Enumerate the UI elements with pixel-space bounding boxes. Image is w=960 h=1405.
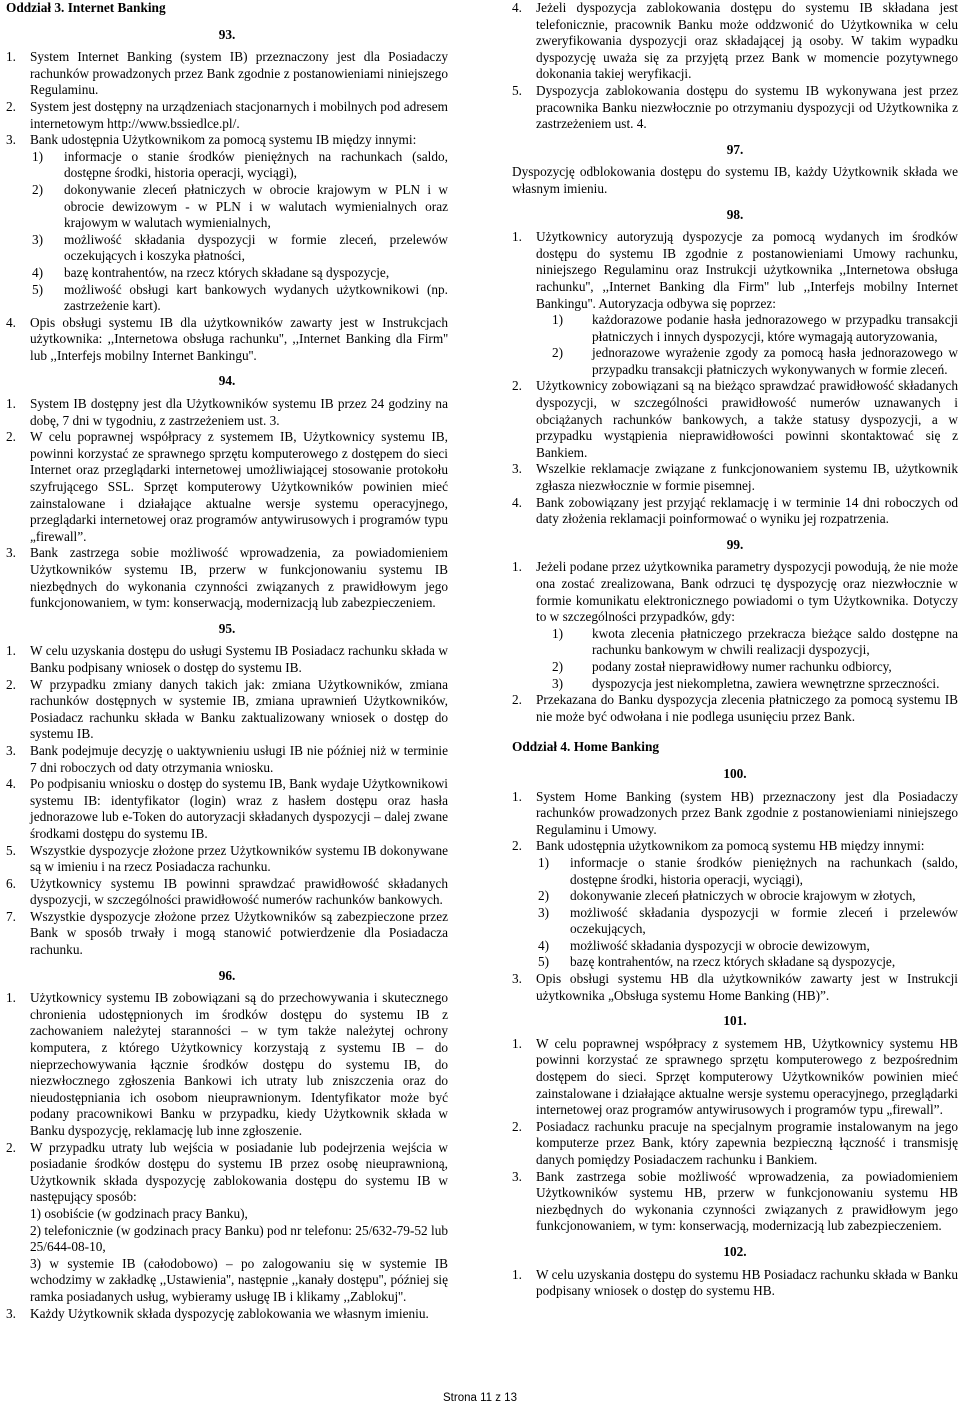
contact-method: 3) w systemie IB (całodobowo) – po zalogowaniu się w systemie IB wchodzimy w zakładkę ,,Ustawienia'', następnie ,,kanały dostępu'', później się ramka posiadanych usług, wybieramy usługę IB i klikamy ,,Zablokuj''. [30, 1255, 448, 1304]
numbered-paragraph [512, 0, 958, 83]
numbered-paragraph [6, 1306, 448, 1323]
list-item [512, 888, 958, 905]
numbered-paragraph [512, 1169, 958, 1235]
item-text: Jeżeli dyspozycja zablokowania dostępu do systemu IB składana jest telefonicznie, pracownik Banku może oddzwonić do Użytkownika w celu zweryfikowania dyspozycji oraz składającej ją osoby. W takim wypadku dyspozycję uważa się za przyjętą przez Bank w momencie pozytywnego dokonania takiej weryfikacji. [536, 0, 958, 82]
numbered-paragraph [512, 971, 958, 1004]
item-number: 6. [6, 875, 16, 891]
list-item [512, 626, 958, 659]
item-number: 5. [6, 842, 16, 858]
item-number: 4. [6, 776, 16, 792]
item-number: 1. [512, 229, 522, 245]
item-text: Wszystkie dyspozycje złożone przez Użytkowników są zabezpieczone przez Bank w sposób trwały i mogą stanowić potwierdzenie dla Posiadacza rachunku. [30, 908, 448, 958]
article-number: 94. [218, 373, 236, 389]
numbered-paragraph [6, 99, 448, 132]
numbered-paragraph [6, 1140, 448, 1206]
item-number: 2. [6, 98, 16, 114]
item-number: 1. [512, 559, 522, 575]
numbered-paragraph [6, 545, 448, 611]
item-number: 5. [512, 82, 522, 98]
item-text: Użytkownicy systemu IB zobowiązani są do przechowywania i skutecznego chronienia udostępnionych im środków dostępu do systemu IB z zachowaniem należytej staranności – w tym także należytej ochrony komputera, z którego Użytkownicy korzystają z systemu IB – do nieprzechowywania łącznie środków dostępu do systemu IB, do niezwłocznego zgłoszenia Bankowi ich utraty lub zniszczenia oraz do nieudostępniania ich osobom nieuprawnionym. Identyfikator może być podany pracownikowi Banku w przypadku, kiedy Użytkownik składa w Banku dyspozycję, reklamację lub inne zgłoszenie. [30, 990, 448, 1138]
item-text: Użytkownicy systemu IB powinni sprawdzać prawidłowość składanych dyspozycji, w szczególności prawidłowość numerów rachunków bankowych. [30, 875, 448, 908]
item-number: 2. [6, 429, 16, 445]
item-number: 3. [6, 132, 16, 148]
list-item [512, 659, 958, 676]
item-number: 3) [32, 231, 44, 247]
article-number: 93. [218, 26, 236, 42]
numbered-paragraph [512, 838, 958, 855]
numbered-paragraph [512, 378, 958, 461]
numbered-paragraph [6, 643, 448, 676]
item-text: możliwość składania dyspozycji w obrocie dewizowym, [570, 937, 870, 953]
item-text: System Home Banking (system HB) przeznaczony jest dla Posiadaczy rachunków prowadzonych przez Bank zgodnie z postanowieniami niniejszego Regulaminu i Umowy. [536, 788, 958, 837]
article-number: 102. [723, 1243, 747, 1259]
item-number: 3. [512, 461, 522, 477]
item-text: System jest dostępny na urządzeniach stacjonarnych i mobilnych pod adresem internetowym http://www.bssiedlce.pl/. [30, 98, 448, 131]
item-text: Opis obsługi systemu HB dla użytkowników zawarty jest w Instrukcji użytkownika „Obsługa systemu Home Banking (HB)”. [536, 971, 958, 1003]
numbered-paragraph [512, 495, 958, 528]
item-text: W celu poprawnej współpracy z systemem IB, Użytkownicy systemu IB, powinni korzystać ze sprawnego sprzętu komputerowego z dostępem do sieci Internet oraz przeglądarki internetowej umożliwiającej stosowanie protokołu szyfrującego SSL. Sprzęt komputerowy Użytkowników powinien mieć zainstalowane i działające aktualne wersje systemu operacyjnego, przeglądarki internetowej oraz programów antywirusowych i programów typu „firewall”. [30, 429, 448, 544]
list-item [6, 232, 448, 265]
item-text: jednorazowe wyrażenie zgody za pomocą hasła jednorazowego w przypadku transakcji płatniczych wykonywanych w formie zleceń. [592, 345, 958, 377]
item-text: dyspozycja jest niekompletna, zawiera wewnętrzne sprzeczności. [592, 675, 940, 691]
page-footer: Strona 11 z 13 [443, 1392, 517, 1404]
numbered-paragraph [6, 909, 448, 959]
item-number: 3. [512, 971, 522, 987]
item-text: Bank zastrzega sobie możliwość wprowadzenia, za powiadomieniem Użytkowników systemu IB, przerw w funkcjonowaniu systemu IB niezbędnych do wykonania czynności związanych z prawidłowym jego funkcjonowaniem, w tym: konserwacją, modernizacją lub zabezpieczeniem. [30, 545, 448, 611]
numbered-paragraph [6, 876, 448, 909]
item-text: Bank udostępnia użytkownikom za pomocą systemu HB między innymi: [536, 838, 925, 854]
list-item [512, 954, 958, 971]
item-text: możliwość składania dyspozycji w formie zleceń, przelewów oczekujących i koszyka płatności, [64, 231, 448, 264]
article-number: 96. [218, 967, 236, 983]
item-number: 1. [6, 396, 16, 412]
item-number: 4. [512, 0, 522, 15]
contact-method: 1) osobiście (w godzinach pracy Banku), [30, 1205, 248, 1221]
section-title: Oddział 3. Internet Banking [6, 0, 166, 15]
item-text: kwota zlecenia płatniczego przekracza bieżące saldo dostępne na rachunku bankowym w chwili realizacji dyspozycji, [592, 625, 958, 658]
numbered-paragraph [512, 83, 958, 133]
item-text: Opis obsługi systemu IB dla użytkowników zawarty jest w Instrukcjach użytkownika: ,,Internetowa obsługa rachunku'', ,,Internet Banking dla Firm'' lub ,,Interfejs mobilny Internet Bankingu''. [30, 314, 448, 363]
item-text: informacje o stanie środków pieniężnych na rachunkach (saldo, dostępne środki, historia operacji, wyciągi), [570, 854, 958, 887]
article-number: 98. [726, 206, 744, 222]
item-text: W celu poprawnej współpracy z systemem HB, Użytkownicy systemu HB powinni korzystać ze sprawnego sprzętu komputerowego z bezpośrednim dostępem do sieci. Sprzęt komputerowy Użytkowników powinien mieć zainstalowane i działające aktualne wersje systemu operacyjnego, przeglądarki internetowej oraz programów antywirusowych i programów typu „firewall”. [536, 1035, 958, 1118]
item-text: Wszystkie dyspozycje złożone przez Użytkowników systemu IB dokonywane są w imieniu i na rzecz Posiadacza rachunku. [30, 842, 448, 875]
left-column-body [6, 27, 448, 1323]
item-text: Każdy Użytkownik składa dyspozycję zablokowania we własnym imieniu. [30, 1305, 429, 1321]
item-text: Bank podejmuje decyzję o uaktywnieniu usługi IB nie później niż w terminie 7 dni roboczych od daty otrzymania wniosku. [30, 742, 448, 775]
item-number: 2. [6, 676, 16, 692]
contact-method: 2) telefonicznie (w godzinach pracy Banku) pod nr telefonu: 25/632-79-52 lub 25/644-08-10, [30, 1222, 448, 1255]
article-number: 95. [218, 620, 236, 636]
item-number: 1. [6, 49, 16, 65]
item-text: W celu uzyskania dostępu do usługi Systemu IB Posiadacz rachunku składa w Banku podpisany wniosek o dostęp do systemu IB. [30, 643, 448, 675]
article-paragraph: Dyspozycję odblokowania dostępu do systemu IB, każdy Użytkownik składa we własnym imieniu. [512, 164, 958, 196]
item-number: 3. [6, 545, 16, 561]
item-number: 3) [552, 675, 564, 691]
item-number: 4) [538, 937, 550, 953]
item-number: 7. [6, 908, 16, 924]
item-number: 2) [552, 658, 564, 674]
item-text: bazę kontrahentów, na rzecz których składane są dyspozycje, [64, 264, 390, 280]
item-number: 3. [6, 742, 16, 758]
left-column [6, 0, 448, 1322]
list-item [512, 855, 958, 888]
item-text: System IB dostępny jest dla Użytkowników systemu IB przez 24 godziny na dobę, 7 dni w tygodniu, z zastrzeżeniem ust. 3. [30, 396, 448, 428]
item-text: każdorazowe podanie hasła jednorazowego w przypadku transakcji płatniczych i innych dyspozycji, które wymagają autoryzowania, [592, 312, 958, 344]
list-item [6, 282, 448, 315]
item-text: System Internet Banking (system IB) przeznaczony jest dla Posiadaczy rachunków prowadzonych przez Bank zgodnie z postanowieniami niniejszego Regulaminu. [30, 49, 448, 98]
item-text: Wszelkie reklamacje związane z funkcjonowaniem systemu IB, użytkownik zgłasza niezwłocznie w formie pisemnej. [536, 461, 958, 494]
item-text: Użytkownicy autoryzują dyspozycje za pomocą wydanych im środków dostępu do systemu IB zgodnie z postanowieniami Umowy rachunku, niniejszego Regulaminu oraz Instrukcji użytkownika ,,Internetowa obsługa rachunku'', ,,Internet Banking dla Firm'' lub ,,Interfejs mobilny Internet Bankingu''. Autoryzacja odbywa się poprzez: [536, 229, 958, 311]
list-item [512, 345, 958, 378]
numbered-paragraph [512, 1119, 958, 1169]
list-item [6, 182, 448, 232]
item-text: Bank zobowiązany jest przyjąć reklamację i w terminie 14 dni roboczych od daty złożenia reklamacji poinformować o wyniku jej rozpatrzenia. [536, 494, 958, 527]
numbered-paragraph [512, 692, 958, 725]
item-text: W celu uzyskania dostępu do systemu HB Posiadacz rachunku składa w Banku podpisany wniosek o dostęp do systemu HB. [536, 1266, 958, 1299]
list-item [512, 905, 958, 938]
item-text: Użytkownicy zobowiązani są na bieżąco sprawdzać prawidłowość składanych dyspozycji, w szczególności prawidłowość numerów uznawanych i obciążanych rachunków bankowych, a także statusy dyspozycji, a w przypadku wystąpienia nieprawidłowości powinni skontaktować się z Bankiem. [536, 378, 958, 460]
numbered-paragraph [6, 776, 448, 842]
item-number: 1. [512, 1266, 522, 1282]
numbered-paragraph [512, 1036, 958, 1119]
item-number: 1. [6, 643, 16, 659]
numbered-paragraph [6, 677, 448, 743]
item-number: 1. [6, 990, 16, 1006]
item-text: Po podpisaniu wniosku o dostęp do systemu IB, Bank wydaje Użytkownikowi systemu IB: identyfikator (login) wraz z hasłem dostępu oraz hasła jednorazowe lub e-Token do autoryzacji składanych dyspozycji – dalej zwane środkami dostępu do systemu IB. [30, 776, 448, 841]
right-column-body [512, 0, 958, 1300]
list-item [6, 149, 448, 182]
item-number: 2. [512, 378, 522, 394]
numbered-paragraph [512, 229, 958, 312]
numbered-paragraph [6, 843, 448, 876]
numbered-paragraph [6, 990, 448, 1139]
item-number: 2) [552, 345, 564, 361]
item-text: Posiadacz rachunku pracuje na specjalnym programie instalowanym na jego komputerze przez Bank, który zapewnia bezpieczną łączność i transmisję danych pomiędzy Posiadaczem rachunku i Bankiem. [536, 1118, 958, 1167]
numbered-paragraph [512, 559, 958, 625]
article-number: 100. [723, 765, 747, 781]
item-text: możliwość składania dyspozycji w formie zleceń i przelewów oczekujących, [570, 904, 958, 937]
right-column [512, 0, 958, 1300]
item-number: 4) [32, 264, 44, 280]
item-text: bazę kontrahentów, na rzecz których składane są dyspozycje, [570, 954, 896, 970]
item-number: 4. [512, 494, 522, 510]
item-number: 1. [512, 788, 522, 804]
item-number: 1) [552, 625, 564, 641]
numbered-paragraph [512, 1267, 958, 1300]
numbered-paragraph [6, 132, 448, 149]
numbered-paragraph [6, 429, 448, 545]
item-number: 2. [512, 1118, 522, 1134]
list-item [512, 676, 958, 693]
item-text: Bank udostępnia Użytkownikom za pomocą systemu IB między innymi: [30, 132, 417, 148]
numbered-paragraph [512, 789, 958, 839]
item-text: Jeżeli podane przez użytkownika parametry dyspozycji powodują, że nie może ona zostać zrealizowana, Bank odrzuci tę dyspozycję oraz niezwłocznie w formie komunikatu elektronicznego powiadomi o tym Użytkownika. Dotyczy to w szczególności przypadków, gdy: [536, 559, 958, 625]
article-number: 101. [723, 1013, 747, 1029]
item-number: 3. [512, 1168, 522, 1184]
item-number: 4. [6, 314, 16, 330]
item-number: 3. [6, 1305, 16, 1321]
item-text: dokonywanie zleceń płatniczych w obrocie krajowym w złotych, [570, 888, 916, 904]
item-text: Bank zastrzega sobie możliwość wprowadzenia, za powiadomieniem Użytkowników systemu HB, przerw w funkcjonowaniu systemu HB niezbędnych do wykonania czynności związanych z prawidłowym jego funkcjonowaniem, w tym: konserwacją, modernizacją lub zabezpieczeniem. [536, 1168, 958, 1234]
item-text: podany został nieprawidłowy numer rachunku odbiorcy, [592, 658, 892, 674]
item-number: 3) [538, 904, 550, 920]
numbered-paragraph [6, 315, 448, 365]
item-number: 1) [32, 148, 44, 164]
item-number: 5) [538, 954, 550, 970]
item-text: informacje o stanie środków pieniężnych na rachunkach (saldo, dostępne środki, historia operacji, wyciągi), [64, 148, 448, 181]
item-number: 2. [6, 1139, 16, 1155]
item-text: możliwość obsługi kart bankowych wydanych użytkownikowi (np. zastrzeżenie kart). [64, 281, 448, 314]
article-number: 99. [726, 536, 744, 552]
item-text: dokonywanie zleceń płatniczych w obrocie krajowym w PLN i w obrocie dewizowym - w PLN i w walutach wymienialnych oraz krajowym w walutach wymienialnych, [64, 181, 448, 231]
item-text: W przypadku zmiany danych takich jak: zmiana Użytkowników, zmiana rachunków dostępnych w systemie IB, zmiana uprawnień Użytkowników, Posiadacz rachunku składa w Banku zaktualizowany wniosek o dostęp do systemu IB. [30, 676, 448, 742]
list-item [6, 265, 448, 282]
section-title: Oddział 4. Home Banking [512, 739, 660, 755]
item-text: Dyspozycja zablokowania dostępu do systemu IB wykonywana jest przez pracownika Banku niezwłocznie po otrzymaniu dyspozycji od Użytkownika z zastrzeżeniem ust. 4. [536, 82, 958, 132]
item-number: 2. [512, 838, 522, 854]
numbered-paragraph [6, 743, 448, 776]
list-item [512, 938, 958, 955]
article-number: 97. [726, 141, 744, 157]
item-text: W przypadku utraty lub wejścia w posiadanie lub podejrzenia wejścia w posiadanie środków dostępu do systemu IB przez osobę nieuprawnioną, Użytkownik składa dyspozycję zablokowania dostępu do systemu IB w następujący sposób: [30, 1139, 448, 1205]
item-number: 2) [32, 181, 44, 197]
item-number: 5) [32, 281, 44, 297]
item-number: 1) [552, 312, 564, 328]
list-item [512, 312, 958, 345]
numbered-paragraph [6, 49, 448, 99]
item-number: 2. [512, 692, 522, 708]
item-number: 2) [538, 888, 550, 904]
item-number: 1) [538, 854, 550, 870]
item-text: Przekazana do Banku dyspozycja zlecenia płatniczego za pomocą systemu IB nie może być odwołana i nie podlega usunięciu przez Bank. [536, 692, 958, 724]
numbered-paragraph [512, 461, 958, 494]
numbered-paragraph [6, 396, 448, 429]
item-number: 1. [512, 1035, 522, 1051]
